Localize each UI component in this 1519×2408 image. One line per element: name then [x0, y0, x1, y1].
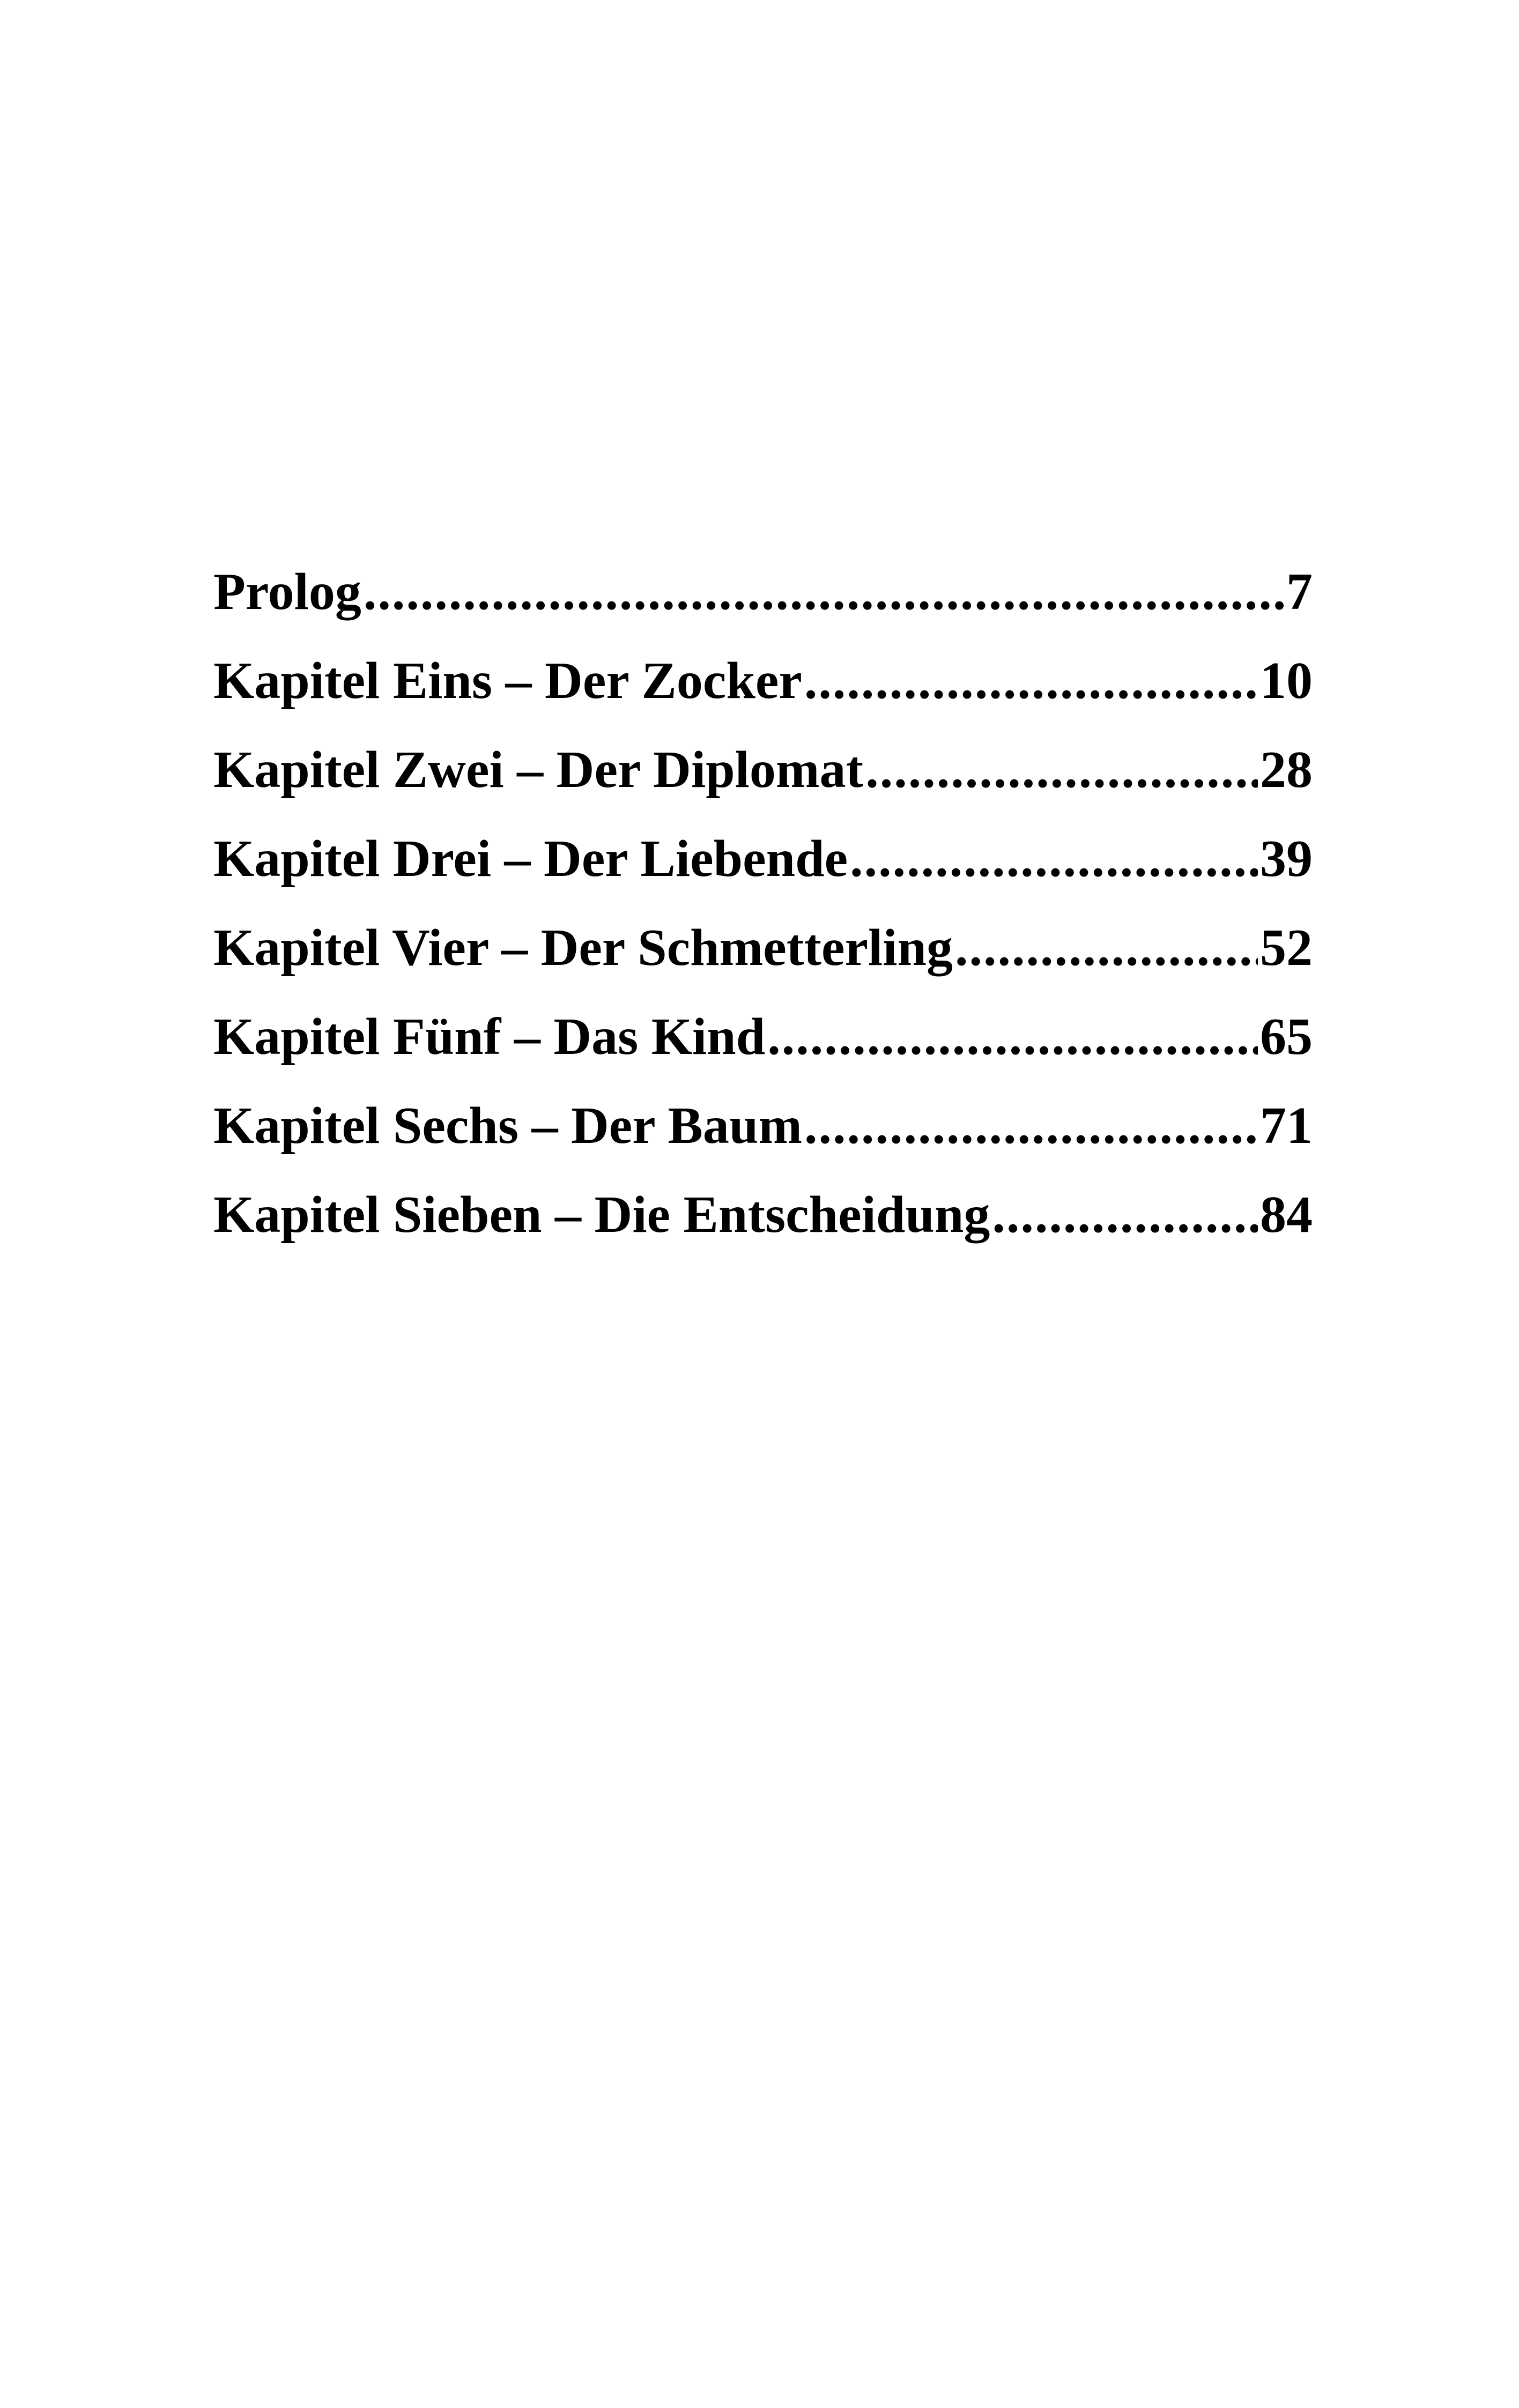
- toc-entry-kapitel-fuenf[interactable]: [213, 1010, 1313, 1099]
- dot-leader: [850, 833, 1258, 885]
- dot-leader: [865, 744, 1258, 796]
- toc-page-number: 10: [1260, 652, 1313, 710]
- toc-page-number: 7: [1286, 563, 1313, 621]
- toc-entry-title: Kapitel Drei – Der Liebende: [213, 830, 848, 888]
- toc-entry-title: Prolog: [213, 563, 361, 621]
- table-of-contents: [213, 563, 1313, 1277]
- toc-page-number: 28: [1260, 741, 1313, 799]
- toc-page-number: 39: [1260, 830, 1313, 888]
- toc-entry-title: Kapitel Eins – Der Zocker: [213, 652, 802, 710]
- toc-entry-title: Kapitel Zwei – Der Diplomat: [213, 741, 864, 799]
- dot-leader: [364, 566, 1284, 618]
- toc-entry-kapitel-eins[interactable]: [213, 652, 1313, 744]
- toc-page-number: 71: [1260, 1097, 1313, 1155]
- toc-entry-kapitel-drei[interactable]: [213, 830, 1313, 921]
- dot-leader: [804, 1099, 1258, 1152]
- toc-entry-title: Kapitel Sechs – Der Baum: [213, 1097, 802, 1155]
- toc-page-number: 84: [1260, 1186, 1313, 1244]
- toc-page-number: 65: [1260, 1008, 1313, 1066]
- dot-leader: [804, 655, 1258, 707]
- dot-leader: [992, 1188, 1258, 1241]
- toc-entry-kapitel-zwei[interactable]: [213, 741, 1313, 833]
- toc-entry-title: Kapitel Sieben – Die Entscheidung: [213, 1186, 990, 1244]
- toc-entry-kapitel-vier[interactable]: [213, 921, 1313, 1010]
- toc-page-number: 52: [1260, 919, 1313, 977]
- toc-entry-prolog[interactable]: [213, 563, 1313, 655]
- dot-leader: [955, 921, 1258, 974]
- toc-entry-title: Kapitel Fünf – Das Kind: [213, 1008, 766, 1066]
- toc-entry-kapitel-sechs[interactable]: [213, 1099, 1313, 1188]
- toc-entry-title: Kapitel Vier – Der Schmetterling: [213, 919, 953, 977]
- toc-entry-kapitel-sieben[interactable]: [213, 1188, 1313, 1277]
- dot-leader: [767, 1010, 1258, 1063]
